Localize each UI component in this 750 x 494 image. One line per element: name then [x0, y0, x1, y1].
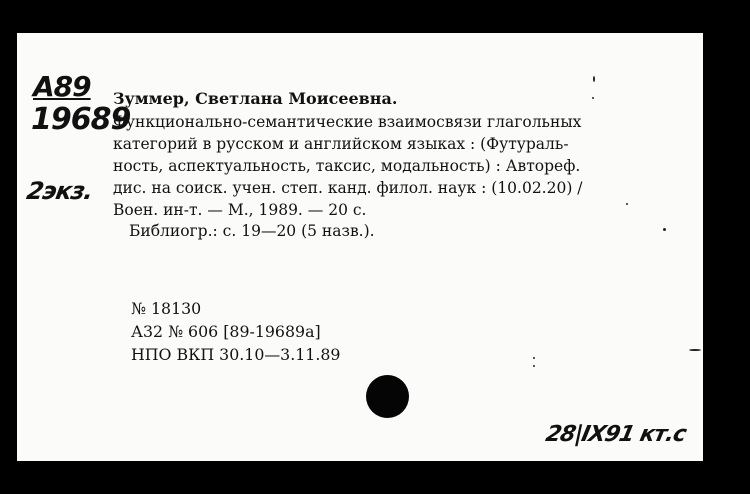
description-line-3: ность, аспектуальность, таксис, модальность) : Автореф.	[113, 157, 581, 175]
registration-number: А32 № 606 [89-19689а]	[131, 322, 321, 341]
speck-6	[533, 365, 535, 367]
speck-1	[593, 76, 595, 82]
description-line-2: категорий в русском и английском языках : (Футураль-	[113, 135, 569, 153]
speck-2	[592, 97, 594, 99]
speck-5	[533, 357, 535, 359]
call-number-top: А89	[33, 70, 91, 103]
processing-stamp: НПО ВКП 30.10—3.11.89	[131, 345, 341, 364]
bibliography-line: Библиогр.: с. 19—20 (5 назв.).	[129, 222, 375, 240]
handwritten-date-note: 28|IX91 кт.с	[543, 422, 688, 447]
call-number-bottom: 19689	[31, 102, 131, 137]
punch-hole	[366, 375, 409, 418]
author-heading: Зуммер, Светлана Моисеевна.	[113, 89, 398, 108]
speck-3	[663, 228, 666, 231]
handwritten-copies-mark: 2экз.	[24, 177, 95, 205]
catalog-card	[17, 33, 703, 461]
description-line-1: Функционально-семантические взаимосвязи глагольных	[113, 113, 582, 131]
speck-7	[626, 203, 628, 205]
description-line-5: Воен. ин-т. — М., 1989. — 20 с.	[113, 201, 367, 219]
inventory-number: № 18130	[131, 299, 202, 318]
speck-4	[689, 349, 701, 351]
description-line-4: дис. на соиск. учен. степ. канд. филол. наук : (10.02.20) /	[113, 179, 583, 197]
